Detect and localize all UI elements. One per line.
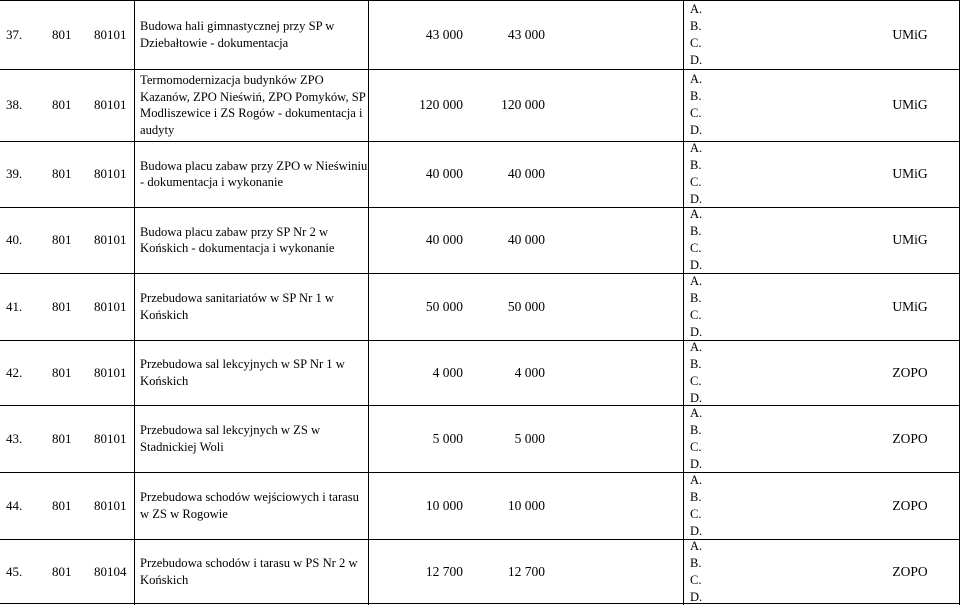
row-number: 43. (6, 430, 23, 446)
amount-total: 10 000 (425, 497, 463, 513)
amount-year: 4 000 (514, 364, 545, 380)
funding-source-letter: D. (690, 258, 703, 272)
amount-year: 40 000 (507, 232, 545, 247)
funding-source-letter: D. (690, 523, 703, 538)
amount-year: 50 000 (507, 298, 545, 314)
funding-source-letter: D. (690, 52, 703, 67)
row-number: 37. (6, 26, 23, 42)
amount-total: 120 000 (419, 97, 463, 112)
funding-source-letter: B. (690, 18, 702, 33)
row-number: 45. (6, 563, 23, 579)
rozdzial-code: 80101 (94, 166, 127, 181)
dzial-code: 801 (52, 97, 72, 112)
task-name: Budowa placu zabaw przy ZPO w Nieświniu - dokumentacja i wykonanie (140, 158, 368, 189)
funding-source-letter: C. (690, 106, 702, 120)
funding-source-letter: C. (690, 241, 702, 255)
row-number: 40. (6, 232, 23, 247)
amount-year: 5 000 (514, 430, 545, 446)
row-number: 42. (6, 364, 23, 380)
funding-source-list (690, 539, 720, 604)
funding-source-letter: C. (690, 506, 702, 521)
funding-source-letter: B. (690, 422, 702, 437)
rozdzial-code: 80101 (94, 232, 127, 247)
responsible-unit: ZOPO (892, 563, 928, 579)
funding-source-list (690, 340, 720, 405)
responsible-unit: ZOPO (892, 364, 928, 380)
funding-source-letter: B. (690, 356, 702, 371)
table-row (0, 0, 960, 69)
funding-source-list (690, 472, 720, 539)
funding-source-letter: B. (690, 224, 702, 238)
funding-source-letter: B. (690, 555, 702, 570)
funding-source-letter: A. (690, 207, 703, 221)
funding-source-letter: B. (690, 489, 702, 504)
task-name: Budowa placu zabaw przy SP Nr 2 w Końskich - dokumentacja i wykonanie (140, 224, 335, 255)
rozdzial-code: 80101 (94, 298, 127, 314)
amount-total: 40 000 (425, 232, 463, 247)
funding-source-letter: B. (690, 158, 702, 172)
funding-source-list (690, 69, 720, 141)
funding-source-letter: A. (690, 472, 703, 487)
dzial-code: 801 (52, 364, 72, 380)
row-number: 44. (6, 497, 23, 513)
funding-source-letter: C. (690, 35, 702, 50)
responsible-unit: UMiG (892, 166, 928, 181)
row-number: 38. (6, 97, 23, 112)
task-name: Przebudowa sal lekcyjnych w SP Nr 1 w Końskich (140, 357, 345, 388)
funding-source-list (690, 405, 720, 472)
rozdzial-code: 80101 (94, 364, 127, 380)
responsible-unit: UMiG (892, 298, 928, 314)
funding-source-letter: C. (690, 373, 702, 388)
funding-source-letter: A. (690, 405, 703, 420)
responsible-unit: ZOPO (892, 497, 928, 513)
table-row (0, 472, 960, 539)
rozdzial-code: 80101 (94, 430, 127, 446)
funding-source-letter: A. (690, 72, 703, 86)
funding-source-letter: A. (690, 538, 703, 553)
dzial-code: 801 (52, 563, 72, 579)
row-number: 41. (6, 298, 23, 314)
table-row (0, 273, 960, 340)
amount-year: 43 000 (507, 26, 545, 42)
task-name: Budowa hali gimnastycznej przy SP w Dziebałtowie - dokumentacja (140, 19, 335, 50)
dzial-code: 801 (52, 232, 72, 247)
funding-source-letter: D. (690, 589, 703, 604)
funding-source-list (690, 141, 720, 207)
funding-source-letter: D. (690, 390, 703, 405)
funding-source-letter: C. (690, 307, 702, 322)
table-row (0, 207, 960, 273)
rozdzial-code: 80101 (94, 26, 127, 42)
task-name: Przebudowa sal lekcyjnych w ZS w Stadnickiej Woli (140, 423, 321, 454)
rozdzial-code: 80101 (94, 497, 127, 513)
funding-source-letter: D. (690, 192, 703, 206)
funding-source-letter: A. (690, 141, 703, 155)
funding-source-list (690, 0, 720, 69)
task-name: Przebudowa schodów i tarasu w PS Nr 2 w Końskich (140, 556, 358, 587)
task-name: Przebudowa sanitariatów w SP Nr 1 w Końskich (140, 291, 335, 322)
table-row (0, 340, 960, 405)
amount-year: 40 000 (507, 166, 545, 181)
dzial-code: 801 (52, 26, 72, 42)
task-name: Przebudowa schodów wejściowych i tarasu w ZS w Rogowie (140, 490, 359, 521)
amount-total: 43 000 (425, 26, 463, 42)
responsible-unit: UMiG (892, 232, 928, 247)
task-name: Termomodernizacja budynków ZPO Kazanów, ZPO Nieświń, ZPO Pomyków, SP Modliszewice i ZS Rogów - dokumentacja i audyty (140, 73, 366, 137)
funding-source-letter: C. (690, 175, 702, 189)
rozdzial-code: 80104 (94, 563, 127, 579)
table-row (0, 69, 960, 141)
funding-source-list (690, 207, 720, 273)
amount-total: 12 700 (425, 563, 463, 579)
funding-source-letter: D. (690, 456, 703, 471)
rozdzial-code: 80101 (94, 97, 127, 112)
table-row (0, 141, 960, 207)
funding-source-letter: D. (690, 324, 703, 339)
funding-source-letter: C. (690, 439, 702, 454)
responsible-unit: UMiG (892, 26, 928, 42)
responsible-unit: UMiG (892, 97, 928, 112)
funding-source-letter: C. (690, 572, 702, 587)
funding-source-letter: B. (690, 290, 702, 305)
funding-source-letter: A. (690, 1, 703, 16)
dzial-code: 801 (52, 430, 72, 446)
amount-total: 4 000 (432, 364, 463, 380)
amount-total: 40 000 (425, 166, 463, 181)
row-number: 39. (6, 166, 23, 181)
dzial-code: 801 (52, 298, 72, 314)
dzial-code: 801 (52, 497, 72, 513)
responsible-unit: ZOPO (892, 430, 928, 446)
funding-source-letter: D. (690, 123, 703, 137)
amount-total: 5 000 (432, 430, 463, 446)
amount-total: 50 000 (425, 298, 463, 314)
amount-year: 12 700 (507, 563, 545, 579)
funding-source-letter: A. (690, 273, 703, 288)
dzial-code: 801 (52, 166, 72, 181)
funding-source-list (690, 273, 720, 340)
funding-source-letter: B. (690, 89, 702, 103)
table-row (0, 539, 960, 604)
table-row (0, 405, 960, 472)
funding-source-letter: A. (690, 339, 703, 354)
amount-year: 10 000 (507, 497, 545, 513)
amount-year: 120 000 (501, 97, 545, 112)
